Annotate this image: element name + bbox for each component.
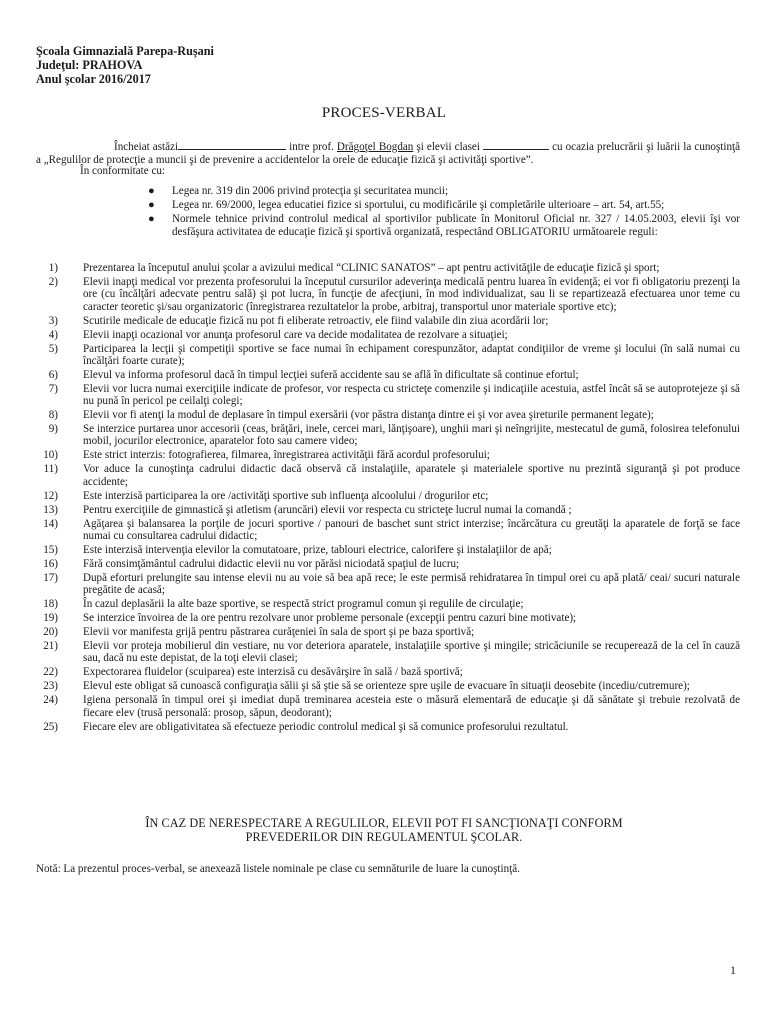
legal-basis-list [148,185,740,240]
rule-text: Fără consimţământul cadrului didactic elevii nu vor părăsi niciodată spaţiul de lucru; [83,557,460,570]
page-number: 1 [730,963,736,977]
sanction-warning: ÎN CAZ DE NERESPECTARE A REGULILOR, ELEVII POT FI SANCŢIONAŢI CONFORM PREVEDERILOR DIN REGULAMENTUL ŞCOLAR. [145,816,623,844]
rule-number: 23) [43,680,58,693]
rule-item [36,369,740,381]
rule-number: 18) [43,598,58,611]
rule-text: Prezentarea la începutul anului şcolar a avizului medical “CLINIC SANATOS” – apt pentru activităţile de educaţie fizică şi sport; [83,262,660,274]
rule-number: 13) [43,503,58,516]
rule-number: 1) [48,262,58,274]
rule-text: Elevii inapţi ocazional vor anunţa profesorul care va decide modalitatea de rezolvare a situaţiei; [83,328,508,341]
rule-item [36,572,740,597]
rule-text: În cazul deplasării la alte baze sportive, se respectă strict programul comun şi regulile de circulaţie; [83,598,524,611]
rule-number: 25) [43,720,58,733]
legal-basis-item: ● Legea nr. 319 din 2006 privind protecţia şi securitatea muncii; [148,185,449,197]
rule-text: Elevul este obligat să cunoască configuraţia sălii şi să ştie să se orienteze spre uşile de evacuare în situaţii deosebite (incediu/cutremure); [83,680,690,693]
rule-text: Expectorarea fluidelor (scuiparea) este interzisă cu desăvârşire în sală / bază sportivă; [83,666,463,679]
rule-item [36,329,740,341]
rule-item [36,626,740,638]
rule-text: Elevii vor manifesta grijă pentru păstrarea curăţeniei în sala de sport şi pe baza sportivă; [83,626,475,639]
rule-text: Scutirile medicale de educaţie fizică nu pot fi eliberate retroactiv, ele fiind valabile din ziua acordării lor; [83,314,549,327]
rule-text: Elevii vor proteja mobilierul din vestiare, nu vor deteriora aparatele, instalaţiile sportive şi mingile; stricăciunile se recuperează de la cel în cauză sau, dacă nu este depistat, de la toţi elevii clasei; [83,640,740,665]
rule-text: Agăţarea şi balansarea la porţile de jocuri sportive / panouri de baschet sunt strict interzise; încărcătura cu greutăţi la aparatele de forţă se face numai cu consultarea cadrului didactic; [83,517,740,542]
rule-item [36,721,740,733]
rule-text: După eforturi prelungite sau intense elevii nu au voie să bea apă rece; le este permisă rehidratarea în timpul orei cu apă plată/ ceai/ sucuri naturale pregătite de acasă; [83,571,740,597]
bullet-icon: ● [148,199,155,211]
rule-number: 10) [43,449,58,462]
rule-number: 15) [43,543,58,556]
rule-text: Este strict interzis: fotografierea, filmarea, înregistrarea activităţii fără acordul profesorului; [83,449,490,462]
rule-text: Se interzice învoirea de la ore pentru rezolvare unor probleme personale (excepţii pentru cazuri bine motivate); [83,612,577,625]
rule-text: Elevii inapţi medical vor prezenta profesorului la începutul cursurilor adeverinţa medicală pentru luarea în evidenţă; ei vor fi obligatoriu prezenţi la ore (cu încălţări adecvate pentru sală) şi pot lucra, în funcţie de afecţiuni, în mod individualizat, sau li se repartizează efectuarea unor teme cu caracter teoretic şi/sau organizatoric (înregistrarea rezultatelor la probe, arbitraj, transportul unor materiale sportive etc); [83,275,740,313]
rule-text: Elevii vor fi atenţi la modul de deplasare în timpul exersării (vor păstra distanţa dintre ei şi vor avea şireturile permanent legate); [83,409,654,422]
rule-item [36,598,740,610]
bullet-icon: ● [148,185,155,197]
bullet-icon: ● [148,213,155,225]
rule-number: 6) [48,368,58,381]
rule-number: 9) [48,423,58,436]
rule-item [36,612,740,624]
rule-number: 19) [43,612,58,625]
school-year: Anul şcolar 2016/2017 [36,72,151,86]
rule-item [36,343,740,368]
teacher-name: Drăgoţel Bogdan [336,141,414,153]
rule-text: Fiecare elev are obligativitatea să efectueze periodic controlul medical şi să comunice profesorului rezultatul. [83,720,569,733]
rule-item [36,694,740,719]
rule-number: 11) [43,463,58,476]
rule-item [36,463,740,488]
intro-text-start: Încheiat astăzi [114,141,179,153]
rule-number: 8) [48,409,58,422]
rule-text: Se interzice purtarea unor accesorii (ceas, brăţări, inele, cercei mari, lănţişoare), unghii mari şi neîngrijite, mestecatul de gumă, folosirea telefonului mobil, jocurilor electronice, aparatelor foto sau camere video; [83,423,740,448]
rule-number: 7) [48,382,58,395]
rule-text: Este interzisă participarea la ore /activităţi sportive sub influenţa alcoolului / drogurilor etc; [83,489,489,502]
intro-paragraph [36,139,740,167]
intro-text-class-prefix: şi elevii clasei [413,141,483,153]
conformity-label: În conformitate cu: [80,165,166,177]
rule-text: Elevii vor lucra numai exerciţiile indicate de profesor, vor respecta cu stricteţe comenzile şi indicaţiile acestuia, astfel încât să se autoprotejeze şi să nu pună în pericol pe ceilalţi colegi; [83,382,740,408]
legal-basis-item: ● Legea nr. 69/2000, legea educatiei fizice si sportului, cu modificările şi completările ulterioare – art. 54, art.55; [148,199,665,211]
document-title: PROCES-VERBAL [321,105,447,121]
rule-number: 17) [43,571,58,584]
rule-item [36,409,740,421]
rule-item [36,504,740,516]
rule-item [36,490,740,502]
rule-text: Elevul va informa profesorul dacă în timpul lecţiei suferă accidente sau se află în dificultate să continue efortul; [83,368,579,381]
rule-text: Pentru exerciţiile de gimnastică şi atletism (aruncări) elevii vor respecta cu stricteţe lucrul numai la comandă ; [83,503,572,516]
date-blank [178,139,286,150]
county-name: Judeţul: PRAHOVA [36,58,143,72]
rule-text: Vor aduce la cunoştinţa cadrului didactic dacă observă că instalaţiile, aparatele şi materialele sportive nu prezintă siguranţă şi pot produce accidente; [83,463,740,488]
rule-item [36,276,740,313]
rule-item [36,666,740,678]
rule-item [36,449,740,461]
rule-number: 14) [43,517,58,530]
rule-item [36,383,740,408]
rule-item [36,423,740,448]
rule-number: 22) [43,666,58,679]
intro-text-end: cu ocazia prelucrării şi luării la cunoştinţă a „Regulilor de protecţie a muncii şi de prevenire a accidentelor la orele de educaţie fizică şi activităţi sportive”. [36,141,740,166]
rule-item [36,315,740,327]
rule-number: 5) [48,342,58,355]
rule-item [36,262,740,274]
rule-item [36,558,740,570]
intro-text-teacher-prefix: intre prof. [286,141,337,153]
rule-number: 20) [43,626,58,639]
rule-number: 2) [48,275,58,288]
rule-text: Igiena personală în timpul orei şi imediat după treminarea acesteia este o măsură elementară de educaţie şi dă sănătate şi trebuie rezolvată de fiecare elev (trusă personală: prosop, săpun, deodorant); [83,694,740,719]
rule-item [36,640,740,665]
rule-number: 12) [43,489,58,502]
school-name: Şcoala Gimnazială Parepa-Ruşani [36,44,214,58]
rule-text: Participarea la lecţii şi competiţii sportive se face numai în echipament corespunzător, adaptat condiţiilor de vreme şi locului (în sală numai cu încălţări foarte curate); [83,342,740,367]
rule-number: 4) [48,328,58,341]
rule-number: 24) [43,694,58,707]
document-header [36,44,214,86]
rule-number: 3) [48,314,58,327]
rule-item [36,680,740,692]
rule-text: Este interzisă intervenţia elevilor la comutatoare, prize, tablouri electrice, calorifere şi instalaţiilor de apă; [83,543,552,556]
class-blank [483,139,549,150]
rule-item [36,518,740,543]
rule-number: 21) [43,640,58,653]
rule-number: 16) [43,557,58,570]
legal-basis-item: ● Normele tehnice privind controlul medical al sportivilor publicate în Monitorul Oficial nr. 327 / 14.05.2003, elevii îşi vor desfăşura activitatea de educaţie fizică şi sportivă organizată, respectând OBLIGATORIU următoarele reguli: [148,213,740,238]
annex-note: Notă: La prezentul proces-verbal, se anexează listele nominale pe clase cu semnăturile de luare la cunoştinţă. [36,863,520,875]
rule-item [36,544,740,556]
rules-list [36,262,740,735]
